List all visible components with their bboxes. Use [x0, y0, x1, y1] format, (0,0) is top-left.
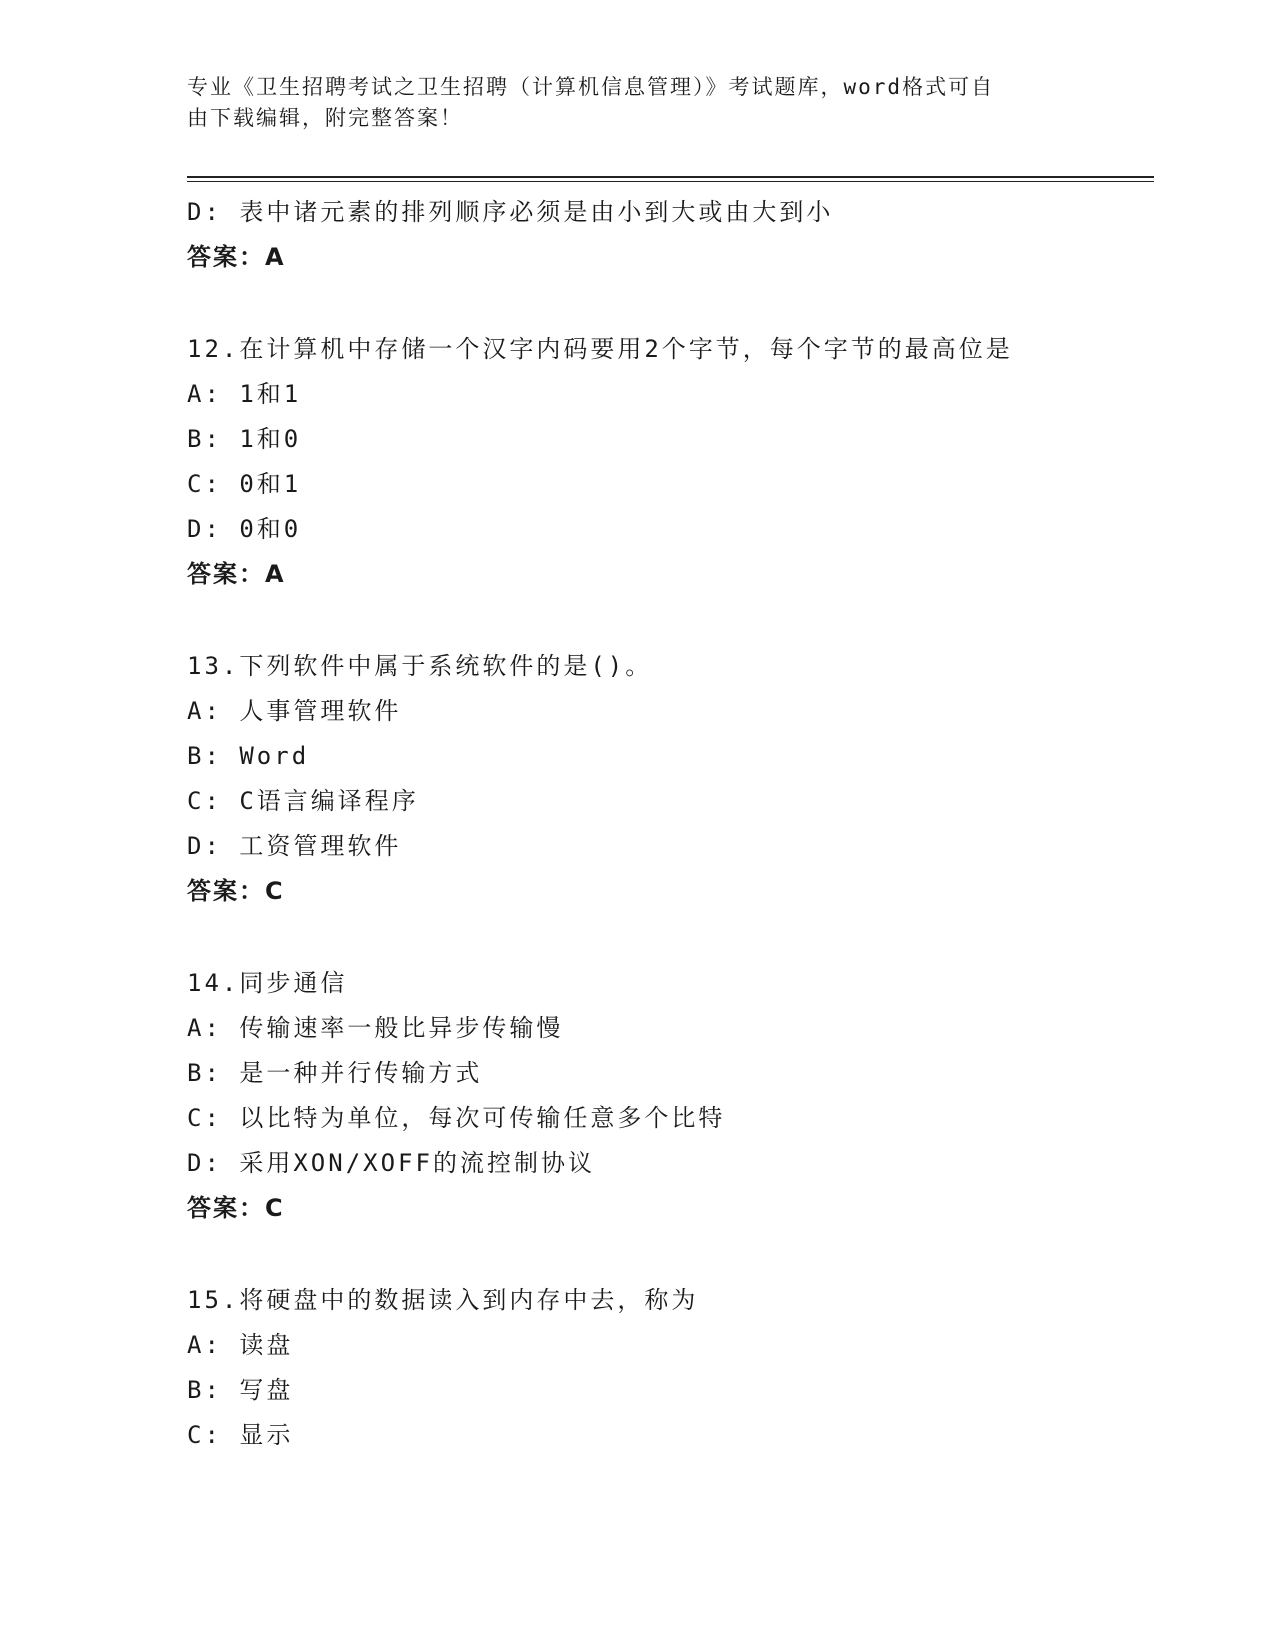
option-c: C: C语言编译程序: [187, 787, 419, 815]
option-d: D: 表中诸元素的排列顺序必须是由小到大或由大到小: [187, 198, 834, 226]
answer-label: 答案：A: [187, 560, 286, 588]
question-block-11: [187, 190, 1154, 280]
question-list: [187, 190, 1154, 1458]
document-header: [187, 72, 1067, 134]
question-block-14: [187, 961, 1154, 1231]
answer-label: 答案：A: [187, 243, 286, 271]
option-d: D: 工资管理软件: [187, 832, 402, 860]
question-block-13: [187, 644, 1154, 914]
option-a: A: 人事管理软件: [187, 697, 402, 725]
spacer: [187, 1231, 1154, 1278]
option-a: A: 读盘: [187, 1331, 294, 1359]
option-a: A: 传输速率一般比异步传输慢: [187, 1014, 564, 1042]
header-line-2: 由下载编辑，附完整答案！: [187, 106, 463, 130]
question-stem: 13.下列软件中属于系统软件的是()。: [187, 652, 653, 680]
option-b: B: Word: [187, 742, 310, 770]
option-d: D: 0和0: [187, 515, 302, 543]
option-b: B: 写盘: [187, 1376, 294, 1404]
question-block-12: [187, 327, 1154, 597]
answer-label: 答案：C: [187, 1194, 285, 1222]
option-b: B: 是一种并行传输方式: [187, 1059, 483, 1087]
header-divider-thick: [187, 176, 1154, 178]
option-c: C: 0和1: [187, 470, 302, 498]
spacer: [187, 597, 1154, 644]
answer-label: 答案：C: [187, 877, 285, 905]
option-d: D: 采用XON/XOFF的流控制协议: [187, 1149, 595, 1177]
question-stem: 12.在计算机中存储一个汉字内码要用2个字节，每个字节的最高位是: [187, 335, 1013, 363]
option-c: C: 以比特为单位，每次可传输任意多个比特: [187, 1104, 726, 1132]
spacer: [187, 914, 1154, 961]
header-line-1: 专业《卫生招聘考试之卫生招聘（计算机信息管理）》考试题库，word格式可自: [187, 75, 995, 99]
question-stem: 14.同步通信: [187, 969, 348, 997]
question-stem: 15.将硬盘中的数据读入到内存中去，称为: [187, 1286, 699, 1314]
option-a: A: 1和1: [187, 380, 302, 408]
header-divider-thin: [187, 181, 1154, 182]
spacer: [187, 280, 1154, 327]
option-c: C: 显示: [187, 1421, 294, 1449]
question-block-15: [187, 1278, 1154, 1458]
option-b: B: 1和0: [187, 425, 302, 453]
